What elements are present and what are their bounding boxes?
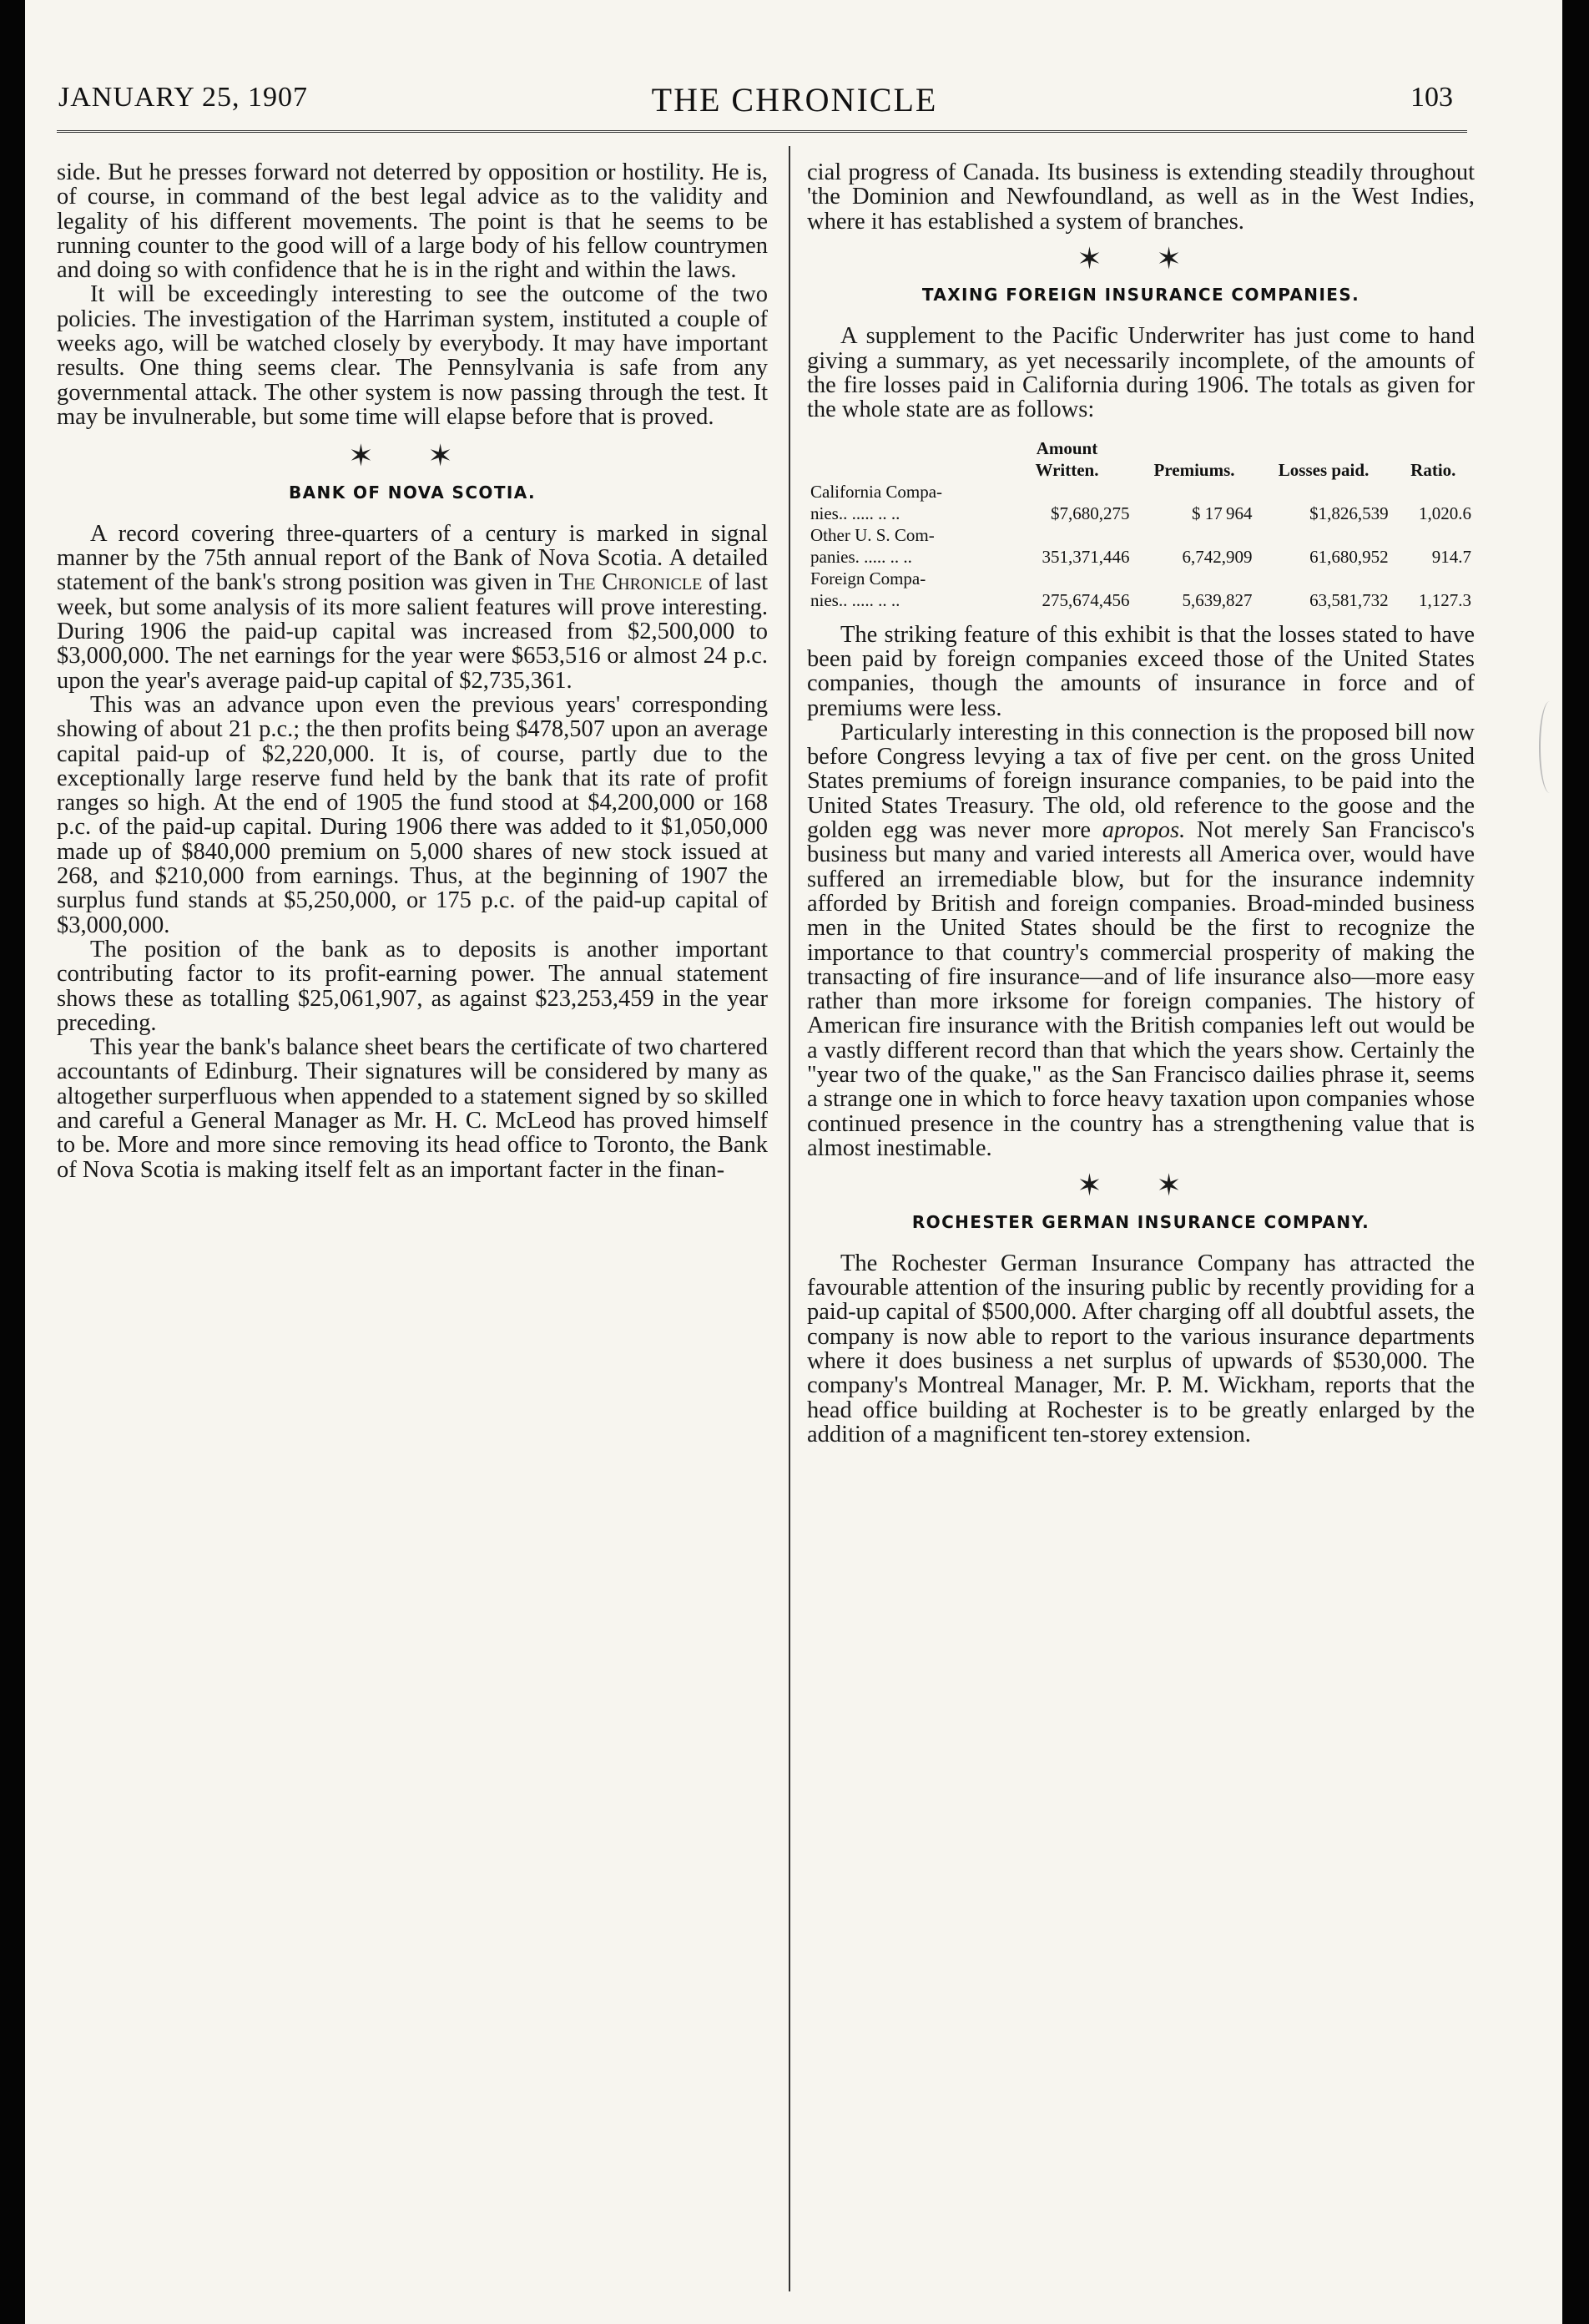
page-number: 103 xyxy=(1410,82,1453,113)
company-name-line: nies.. ..... .. .. xyxy=(810,503,900,523)
table-row xyxy=(807,481,1475,503)
section-heading-taxing-foreign-insurance: TAXING FOREIGN INSURANCE COMPANIES. xyxy=(921,285,1360,306)
premiums-cell: 5,639,827 xyxy=(1182,589,1253,610)
amount-written-cell: 351,371,446 xyxy=(1042,546,1130,567)
italic-word: apropos. xyxy=(1102,817,1186,844)
company-name-line: Foreign Compa- xyxy=(810,568,926,589)
paragraph: cial progress of Canada. Its business is extending steadily throughout 'the Dominion and Newfoundland, as well as in the West Indies, where it has established a system of branches. xyxy=(807,159,1475,235)
paragraph: This was an advance upon even the previous years' corresponding showing of about 21 p.c.; the then profits being $478,507 upon an average capital paid-up of $2,220,000. It is, of course, partly due to the exceptionally large reserve fund held by the bank that its rate of profit ranges so high. At the end of 1905 the fund stood at $4,200,000 or 168 p.c. of the paid-up capital. During 1906 there was added to it $1,050,000 made up of $840,000 premium on 5,000 shares of new stock issued at 268, and $210,000 from earnings. Thus, at the beginning of 1907 the surplus fund stands at $5,250,000, or 175 p.c. of the paid-up capital of $3,000,000. xyxy=(57,691,768,938)
column-header-amount-written xyxy=(1001,437,1132,481)
losses-paid-cell: 63,581,732 xyxy=(1309,589,1389,610)
fire-losses-table xyxy=(807,437,1475,611)
right-column xyxy=(807,160,1475,1447)
company-name-line: Other U. S. Com- xyxy=(810,524,935,545)
section-heading-bank-of-nova-scotia: BANK OF NOVA SCOTIA. xyxy=(289,482,536,503)
text-run: of last week, but some analysis of its more salient features will prove interesting. During 1906 the paid-up capital was increased from $2,500,000 to $3,000,000. The net earnings for the year were $653,516 or almost 24 p.c. upon the year's average paid-up capital of $2,735,361. xyxy=(57,569,768,694)
masthead: THE CHRONICLE xyxy=(651,81,938,119)
issue-date: JANUARY 25, 1907 xyxy=(58,82,309,113)
losses-paid-cell: 61,680,952 xyxy=(1309,546,1389,567)
paragraph: It will be exceedingly interesting to see the outcome of the two policies. The investigation of the Harriman system, instituted a couple of weeks ago, will be watched closely by everybody. It may have important results. One thing seems clear. The Pennsylvania is safe from any governmental attack. The other system is now passing through the test. It may be invulnerable, but some time will elapse before that is proved. xyxy=(57,281,768,430)
column-header-losses-paid: Losses paid. xyxy=(1278,459,1370,480)
table-row xyxy=(807,546,1475,568)
column-rule xyxy=(789,146,790,2291)
column-header-premiums: Premiums. xyxy=(1153,459,1235,480)
premiums-cell: 6,742,909 xyxy=(1182,546,1253,567)
binding-mark xyxy=(1539,701,1561,793)
company-name-line: California Compa- xyxy=(810,481,943,502)
paragraph: side. But he presses forward not deterred by opposition or hostility. He is, of course, in command of the best legal advice as to the validity and legality of his different movements. The point is that he seems to be running counter to the good will of a large body of his fellow countrymen and doing so with confidence that he is in the right and within the laws. xyxy=(57,159,768,284)
table-row xyxy=(807,503,1475,524)
scan-border-left xyxy=(0,0,25,2324)
company-name-line: panies. ..... .. .. xyxy=(810,546,912,567)
left-column xyxy=(57,160,768,1182)
table-row xyxy=(807,589,1475,611)
column-header-ratio: Ratio. xyxy=(1410,459,1456,480)
header-rule xyxy=(57,130,1467,133)
paragraph xyxy=(57,522,768,693)
text-run: Particularly interesting in this connection is the proposed bill now before Congress levying a tax of five per cent. on the gross United States premiums of foreign insurance companies, to be paid into the United States Treasury. The old, old reference to the goose and the golden egg was never more xyxy=(807,719,1475,844)
section-ornament: ✶ ✶ xyxy=(1077,241,1205,275)
paragraph: The position of the bank as to deposits is another important contributing factor to its profit-earning power. The annual statement shows these as totalling $25,061,907, as against $23,253,459 in the year preceding. xyxy=(57,936,768,1036)
section-ornament: ✶ ✶ xyxy=(1077,1169,1205,1203)
column-header-company xyxy=(807,437,1001,481)
header-text: Amount xyxy=(1036,437,1098,458)
ratio-cell: 914.7 xyxy=(1431,546,1471,567)
company-name-line: nies.. ..... .. .. xyxy=(810,589,900,610)
amount-written-cell: $7,680,275 xyxy=(1051,503,1130,523)
amount-written-cell: 275,674,456 xyxy=(1042,589,1130,610)
newspaper-name: The Chronicle xyxy=(558,569,703,596)
table-row xyxy=(807,524,1475,546)
paragraph: A supplement to the Pacific Underwriter has just come to hand giving a summary, as yet necessarily incomplete, of the amounts of the fire losses paid in California during 1906. The totals as given for the whole state are as follows: xyxy=(807,323,1475,423)
table-header-row xyxy=(807,437,1475,481)
paragraph: The striking feature of this exhibit is that the losses stated to have been paid by foreign companies exceed those of the United States companies, though the amounts of insurance in force and of premiums were less. xyxy=(807,621,1475,721)
losses-paid-cell: $1,826,539 xyxy=(1309,503,1389,523)
ratio-cell: 1,127.3 xyxy=(1419,589,1471,610)
text-run: Not merely San Francisco's business but many and varied interests all America over, would have suffered an irremediable blow, but for the insurance indemnity afforded by British and foreign companies. Broad-minded business men in the United States should be the first to recognize the importance to that country's commercial prosperity of making the transacting of fire insurance—and of life insurance also—more easy rather than more irksome for foreign companies. The history of American fire insurance with the British companies left out would be a vastly different record than that which the years show. Certainly the "year two of the quake," as the San Francisco dailies phrase it, seems a strange one in which to force heavy taxation upon companies whose continued presence in the country has a strengthening value that is almost inestimable. xyxy=(807,817,1476,1161)
paragraph: This year the bank's balance sheet bears the certificate of two chartered accountants of Edinburg. Their signatures will be considered by many as altogether surperfluous when appended to a statement signed by so skilled and careful a General Manager as Mr. H. C. McLeod has proved himself to be. More and more since removing its head office to Toronto, the Bank of Nova Scotia is making itself felt as an important facter in the finan- xyxy=(57,1034,768,1183)
header-text: Written. xyxy=(1035,459,1099,480)
premiums-cell: $ 17 964 xyxy=(1192,503,1253,523)
section-heading-rochester-german: ROCHESTER GERMAN INSURANCE COMPANY. xyxy=(911,1211,1370,1232)
scan-border-right xyxy=(1562,0,1589,2324)
paragraph: The Rochester German Insurance Company has attracted the favourable attention of the insuring public by recently providing for a paid-up capital of $500,000. After charging off all doubtful assets, the company is now able to report to the various insurance departments where it does business a net surplus of upwards of $530,000. The company's Montreal Manager, Mr. P. M. Wickham, reports that the head office building at Rochester is to be greatly enlarged by the addition of a magnificent ten-storey extension. xyxy=(807,1250,1475,1447)
section-ornament: ✶ ✶ xyxy=(348,439,477,473)
paragraph xyxy=(807,720,1475,1160)
text-run: A record covering three-quarters of a century is marked in signal manner by the 75th annual report of the Bank of Nova Scotia. A detailed statement of the bank's strong position was given in xyxy=(57,520,768,596)
table-row xyxy=(807,568,1475,589)
ratio-cell: 1,020.6 xyxy=(1419,503,1471,523)
